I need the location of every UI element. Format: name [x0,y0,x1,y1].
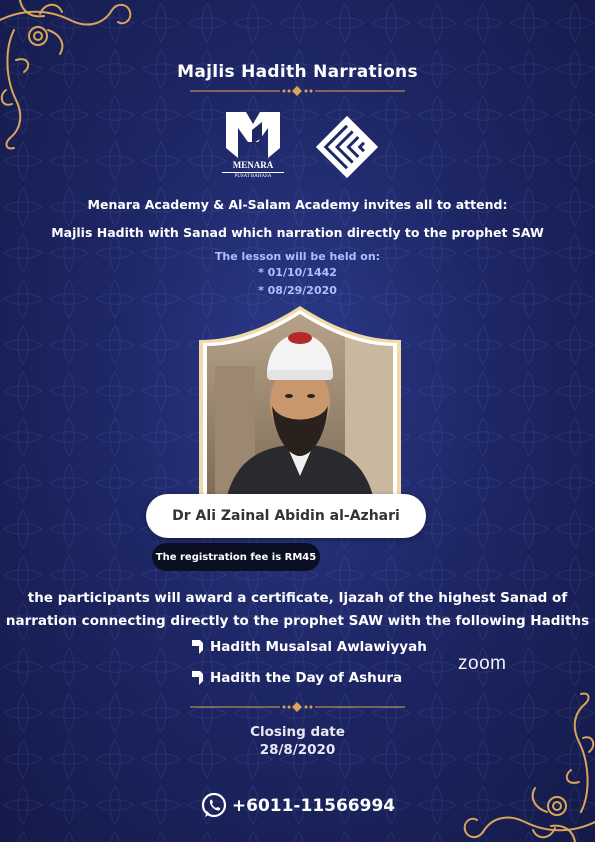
poster-title: Majlis Hadith Narrations [177,62,418,82]
hadith-list-item [190,639,427,655]
contact-phone [0,792,595,820]
al-salam-calligraphy-logo [314,114,380,180]
speaker-name: Dr Ali Zainal Abidin al-Azhari [146,494,426,538]
closing-date: 28/8/2020 [259,742,336,758]
section-divider [190,701,405,713]
speaker-portrait [195,306,405,504]
hadith-label: Hadith the Day of Ashura [210,670,403,686]
certificate-line-1: the participants will award a certificate, Ijazah of the highest Sanad of [27,590,568,606]
lesson-heading: The lesson will be held on: [214,250,381,263]
invite-line-1: Menara Academy & Al-Salam Academy invites all to attend: [87,197,508,212]
zoom-logo: zoom [458,653,507,674]
menara-logo-text: MENARA [232,160,274,170]
closing-label: Closing date [250,724,345,740]
hadith-list-item [190,670,402,686]
phone-number: +6011-11566994 [231,796,396,816]
title-divider [190,85,405,97]
invite-line-2: Majlis Hadith with Sanad which narration directly to the prophet SAW [51,225,544,240]
menara-logo-subtext: PUSAT BAHASA [222,172,284,179]
menara-logo [222,108,284,160]
lesson-date-hijri: * 01/10/1442 [258,266,337,279]
whatsapp-icon [200,792,228,820]
bookmark-bullet-icon [190,639,204,655]
bookmark-bullet-icon [190,670,204,686]
hadith-label: Hadith Musalsal Awlawiyyah [210,639,427,655]
registration-fee-badge: The registration fee is RM45 [152,543,320,571]
lesson-date-gregorian: * 08/29/2020 [258,284,337,297]
certificate-line-2: narration connecting directly to the prophet SAW with the following Hadiths [5,613,590,629]
